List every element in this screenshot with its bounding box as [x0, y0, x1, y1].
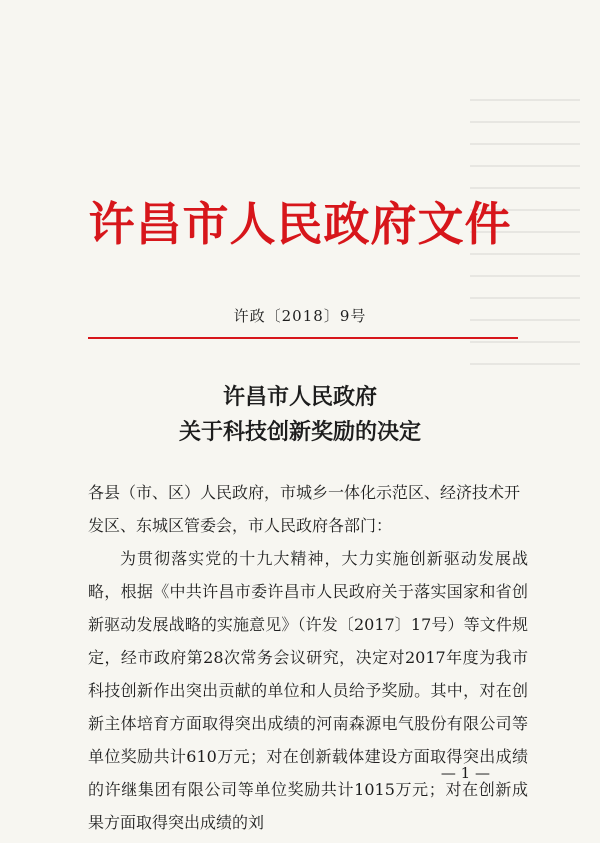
addressee: 各县（市、区）人民政府，市城乡一体化示范区、经济技术开发区、东城区管委会，市人民政府各部门：	[88, 483, 521, 535]
page-number: — 1 —	[440, 764, 490, 782]
red-separator-line	[88, 337, 518, 339]
document-number: 许政〔2018〕9号	[233, 307, 367, 325]
issuer-header-title: 许昌市人民政府文件	[88, 197, 512, 251]
document-title-line2: 关于科技创新奖励的决定	[178, 420, 421, 445]
body-paragraph: 为贯彻落实党的十九大精神，大力实施创新驱动发展战略，根据《中共许昌市委许昌市人民政府关于落实国家和省创新驱动发展战略的实施意见》（许发〔2017〕17号）等文件规定，经市政府第28次常务会议研究，决定对2017年度为我市科技创新作出突出贡献的单位和人员给予奖励。其中，对在创新主体培育方面取得突出成绩的河南森源电气股份有限公司等单位奖励共计610万元；对在创新载体建设方面取得突出成绩的许继集团有限公司等单位奖励共计1015万元；对在创新成果方面取得突出成绩的刘	[88, 549, 528, 832]
document-title-line1: 许昌市人民政府	[222, 385, 377, 410]
